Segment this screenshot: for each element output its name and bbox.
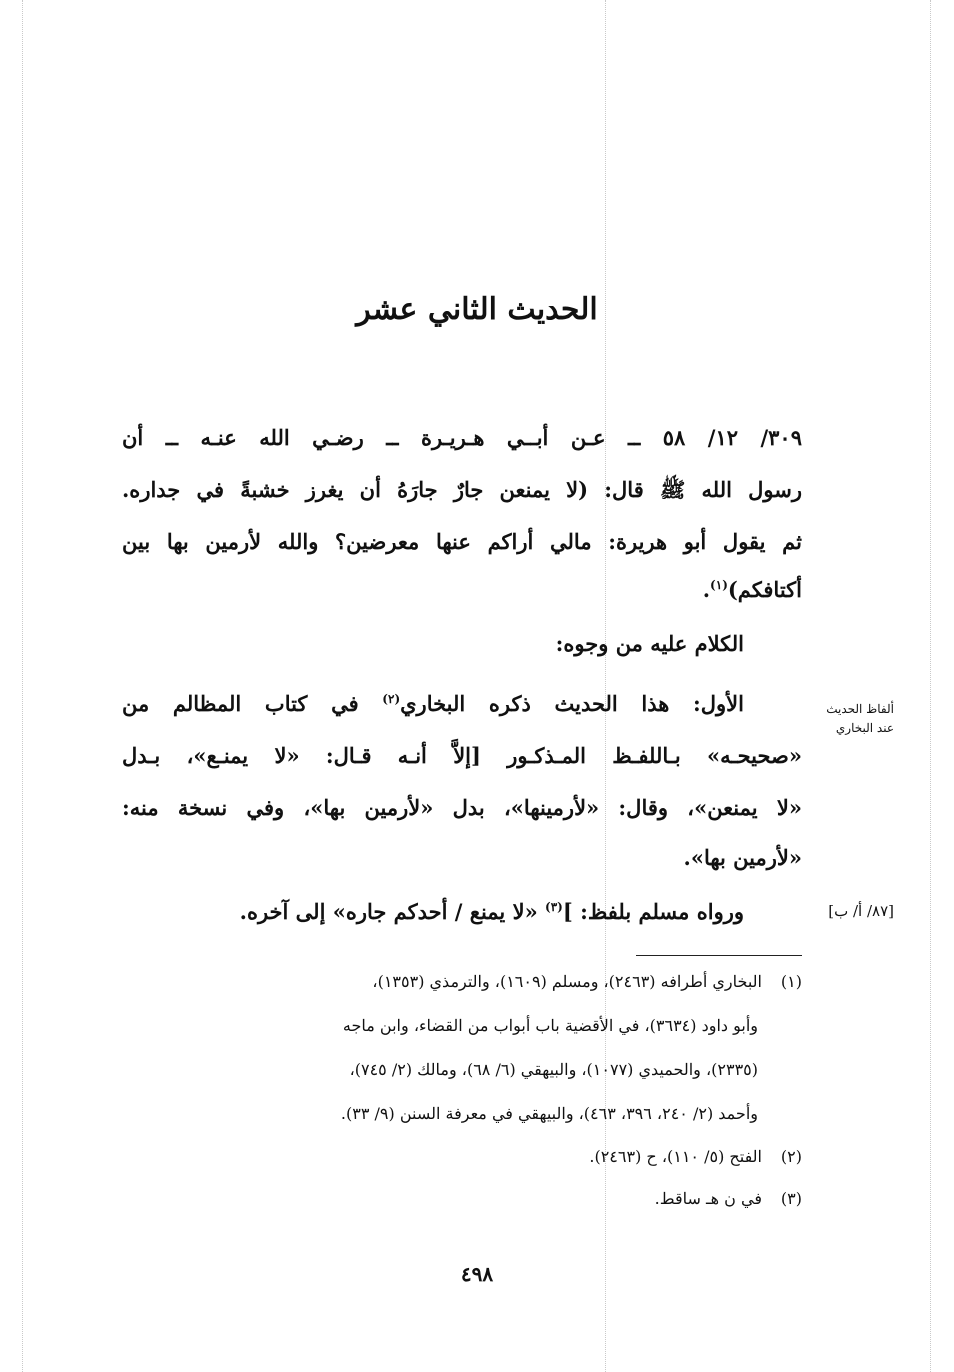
footnote-separator (636, 955, 802, 956)
first-point-label: الأول: (693, 691, 744, 716)
margin-note-line-1: ألفاظ الحديث (826, 702, 894, 716)
first-point-line-1 (122, 690, 802, 717)
hadith-line-4 (122, 576, 802, 603)
footnote-1-line-3: (٢٣٣٥)، والحميدي (١٠٧٧)، والبيهقي (٦/ ٦٨)، ومالك (٢/ ٧٤٥)، (349, 1060, 758, 1079)
footnote-1-line-4: وأحمد (٢/ ٢٤٠، ٣٩٦، ٤٦٣)، والبيهقي في معرفة السنن (٩/ ٣٣). (340, 1104, 758, 1123)
footnote-ref-1: (١) (710, 578, 728, 592)
footnote-1-text: البخاري أطرافه (٢٤٦٣)، ومسلم (١٦٠٩)، والترمذي (١٣٥٣)، (372, 972, 762, 991)
section-heading: الكلام عليه من وجوه: (555, 631, 744, 656)
footnote-ref-3: (٣) (545, 900, 563, 914)
hadith-last-end: . (702, 577, 711, 602)
footnote-1-line-1 (122, 972, 802, 993)
first-point-line-2: «صحيحـه» بـاللفـظ المـذكـور [إلاَّ أنـه قـال: «لا يمنـع»، بـدل (122, 743, 802, 768)
margin-note-alfaz (804, 700, 894, 738)
footnote-1-number: (١) (780, 972, 802, 991)
scan-artifact (22, 0, 23, 1372)
page-title: الحديث الثاني عشر (356, 292, 598, 327)
scan-artifact (930, 0, 931, 1372)
manuscript-ref: [٨٧/ أ/ ب] (828, 902, 894, 920)
first-point-text: هذا الحديث ذكره البخاري (400, 691, 694, 716)
footnote-3-text: في ن هـ ساقط. (654, 1189, 762, 1208)
footnote-ref-2: (٢) (382, 692, 401, 706)
footnote-2 (122, 1147, 802, 1168)
footnote-3-number: (٣) (780, 1189, 802, 1208)
muslim-text-before: ورواه مسلم بلفظ: ] (562, 899, 744, 924)
hadith-last-text: أكتافكم) (727, 577, 802, 602)
margin-note-line-2: عند البخاري (835, 721, 894, 736)
muslim-line (122, 898, 802, 925)
first-point-line-3: «لا يمنعن»، وقال: «لأرمينها»، بدل «لأرمين بها»، وفي نسخة منه: (122, 795, 802, 820)
footnote-2-number: (٢) (780, 1147, 802, 1166)
footnote-3 (122, 1189, 802, 1210)
first-point-line-4: «لأرمين بها». (683, 845, 802, 870)
hadith-line-2: رسول الله ﷺ قال: (لا يمنعن جارٌ جارَهُ أن يغرز خشبةً في جداره. (122, 477, 802, 502)
muslim-text-after: «لا يمنع / أحدكم جاره» إلى آخره. (239, 899, 546, 924)
page-number: ٤٩٨ (460, 1262, 494, 1286)
footnote-1-line-2: وأبو داود (٣٦٣٤)، في الأقضية باب أبواب من القضاء، وابن ماجه (342, 1016, 758, 1035)
first-point-end: في كتاب المظالم من (122, 691, 383, 716)
footnote-2-text: الفتح (٥/ ١١٠)، ح (٢٤٦٣). (589, 1147, 762, 1166)
hadith-line-3: ثم يقول أبو هريرة: مالي أراكم عنها معرضين؟ والله لأرمين بها بين (122, 529, 802, 554)
hadith-line-1: ٣٠٩/ ١٢/ ٥٨ ــ عـن أبــي هـريـرة ــ رضـي الله عنـه ــ أن (122, 425, 802, 450)
